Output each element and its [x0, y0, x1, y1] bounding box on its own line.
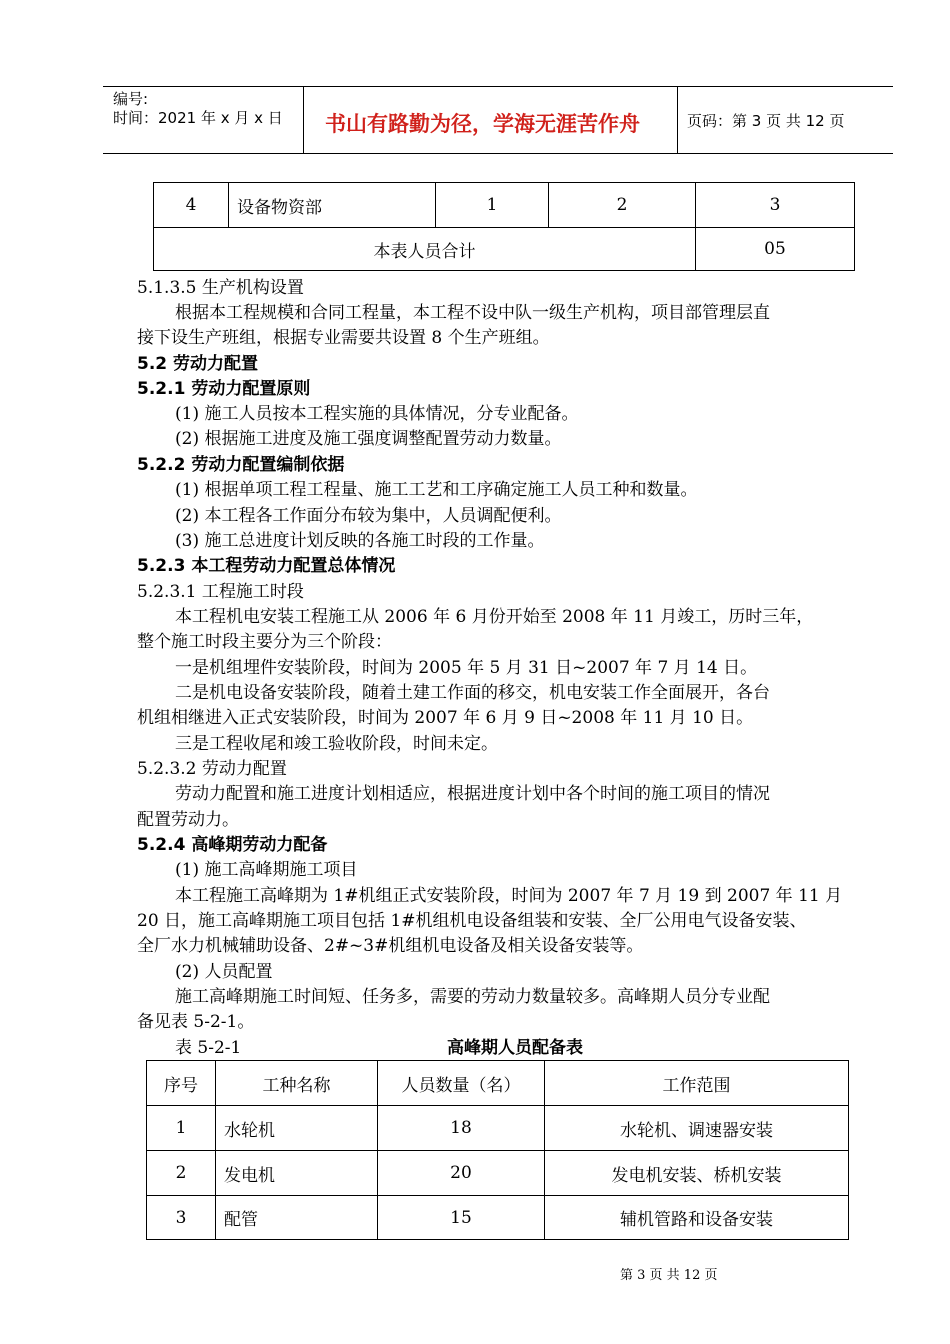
paragraph-line: 本工程施工高峰期为 1#机组正式安装阶段，时间为 2007 年 7 月 19 到 2007 年 11 月	[175, 886, 843, 906]
list-item: (2) 根据施工进度及施工强度调整配置劳动力数量。	[175, 429, 562, 449]
paragraph-line: 配置劳动力。	[137, 810, 239, 830]
paragraph-line: 劳动力配置和施工进度计划相适应，根据进度计划中各个时间的施工项目的情况	[175, 784, 770, 804]
table-row	[147, 1151, 849, 1196]
table-cell: 配管	[216, 1196, 378, 1240]
table-row	[154, 228, 855, 271]
table-cell: 设备物资部	[229, 183, 436, 228]
table-cell: 4	[154, 183, 229, 228]
page-footer: 第 3 页 共 12 页	[620, 1268, 718, 1283]
paragraph-line: 全厂水力机械辅助设备、2#~3#机组机电设备及相关设备安装等。	[137, 936, 644, 956]
table-row	[147, 1106, 849, 1151]
column-header: 工种名称	[216, 1061, 378, 1106]
section-heading: 5.2.3.1 工程施工时段	[137, 582, 304, 602]
table-number: 表 5-2-1	[175, 1038, 242, 1058]
table-cell: 2	[549, 183, 696, 228]
total-value: 05	[696, 228, 855, 271]
list-item: (3) 施工总进度计划反映的各施工时段的工作量。	[175, 531, 545, 551]
table-header-row	[147, 1061, 849, 1106]
column-header: 人员数量（名）	[378, 1061, 545, 1106]
table-cell: 水轮机	[216, 1106, 378, 1151]
table-cell: 2	[147, 1151, 216, 1196]
header-time-label: 时间：2021 年 x 月 x 日	[113, 109, 283, 127]
section-heading: 5.2.2 劳动力配置编制依据	[137, 455, 345, 475]
total-label: 本表人员合计	[154, 228, 696, 271]
column-header: 序号	[147, 1061, 216, 1106]
section-heading: 5.2.1 劳动力配置原则	[137, 379, 311, 399]
paragraph-line: 施工高峰期施工时间短、任务多，需要的劳动力数量较多。高峰期人员分专业配	[175, 987, 770, 1007]
peak-staff-table	[146, 1060, 849, 1240]
list-item: (1) 根据单项工程工程量、施工工艺和工序确定施工人员工种和数量。	[175, 480, 698, 500]
paragraph-line: 备见表 5-2-1。	[137, 1012, 255, 1032]
paragraph-line: 机组相继进入正式安装阶段，时间为 2007 年 6 月 9 日~2008 年 11 月 10 日。	[137, 708, 754, 728]
paragraph-line: 三是工程收尾和竣工验收阶段，时间未定。	[175, 734, 498, 754]
table-row	[154, 183, 855, 228]
table-cell: 3	[696, 183, 855, 228]
section-heading: 5.1.3.5 生产机构设置	[137, 278, 304, 298]
header-divider	[303, 86, 304, 154]
header-motto: 书山有路勤为径，学海无涯苦作舟	[325, 112, 640, 136]
table-cell: 发电机安装、桥机安装	[545, 1151, 849, 1196]
section-heading: 5.2.4 高峰期劳动力配备	[137, 835, 328, 855]
list-item: (2) 本工程各工作面分布较为集中，人员调配便利。	[175, 506, 562, 526]
column-header: 工作范围	[545, 1061, 849, 1106]
paragraph-line: 接下设生产班组，根据专业需要共设置 8 个生产班组。	[137, 328, 550, 348]
paragraph-line: 整个施工时段主要分为三个阶段：	[137, 632, 392, 652]
table-row	[147, 1196, 849, 1240]
paragraph-line: 根据本工程规模和合同工程量，本工程不设中队一级生产机构，项目部管理层直	[175, 303, 770, 323]
section-heading: 5.2.3.2 劳动力配置	[137, 759, 287, 779]
table-cell: 15	[378, 1196, 545, 1240]
header-bottom-rule	[103, 153, 893, 154]
header-page-label: 页码：第 3 页 共 12 页	[687, 112, 845, 130]
paragraph-line: 一是机组埋件安装阶段，时间为 2005 年 5 月 31 日~2007 年 7 月 14 日。	[175, 658, 758, 678]
list-item: (1) 施工高峰期施工项目	[175, 860, 358, 880]
section-heading: 5.2.3 本工程劳动力配置总体情况	[137, 556, 396, 576]
header-number-label: 编号:	[113, 90, 149, 108]
dept-staff-table	[153, 182, 855, 271]
table-cell: 1	[147, 1106, 216, 1151]
table-cell: 1	[436, 183, 549, 228]
table-cell: 20	[378, 1151, 545, 1196]
list-item: (1) 施工人员按本工程实施的具体情况，分专业配备。	[175, 404, 579, 424]
table-cell: 辅机管路和设备安装	[545, 1196, 849, 1240]
table-cell: 水轮机、调速器安装	[545, 1106, 849, 1151]
table-cell: 发电机	[216, 1151, 378, 1196]
table-cell: 18	[378, 1106, 545, 1151]
paragraph-line: 本工程机电安装工程施工从 2006 年 6 月份开始至 2008 年 11 月竣工，历时三年，	[175, 607, 814, 627]
section-heading: 5.2 劳动力配置	[137, 354, 259, 374]
paragraph-line: 二是机电设备安装阶段，随着土建工作面的移交，机电安装工作全面展开，各台	[175, 683, 770, 703]
header-divider	[677, 86, 678, 154]
list-item: (2) 人员配置	[175, 962, 273, 982]
table-title: 高峰期人员配备表	[447, 1038, 583, 1058]
header-top-rule	[103, 86, 893, 87]
paragraph-line: 20 日，施工高峰期施工项目包括 1#机组机电设备组装和安装、全厂公用电气设备安装、	[137, 911, 807, 931]
table-cell: 3	[147, 1196, 216, 1240]
